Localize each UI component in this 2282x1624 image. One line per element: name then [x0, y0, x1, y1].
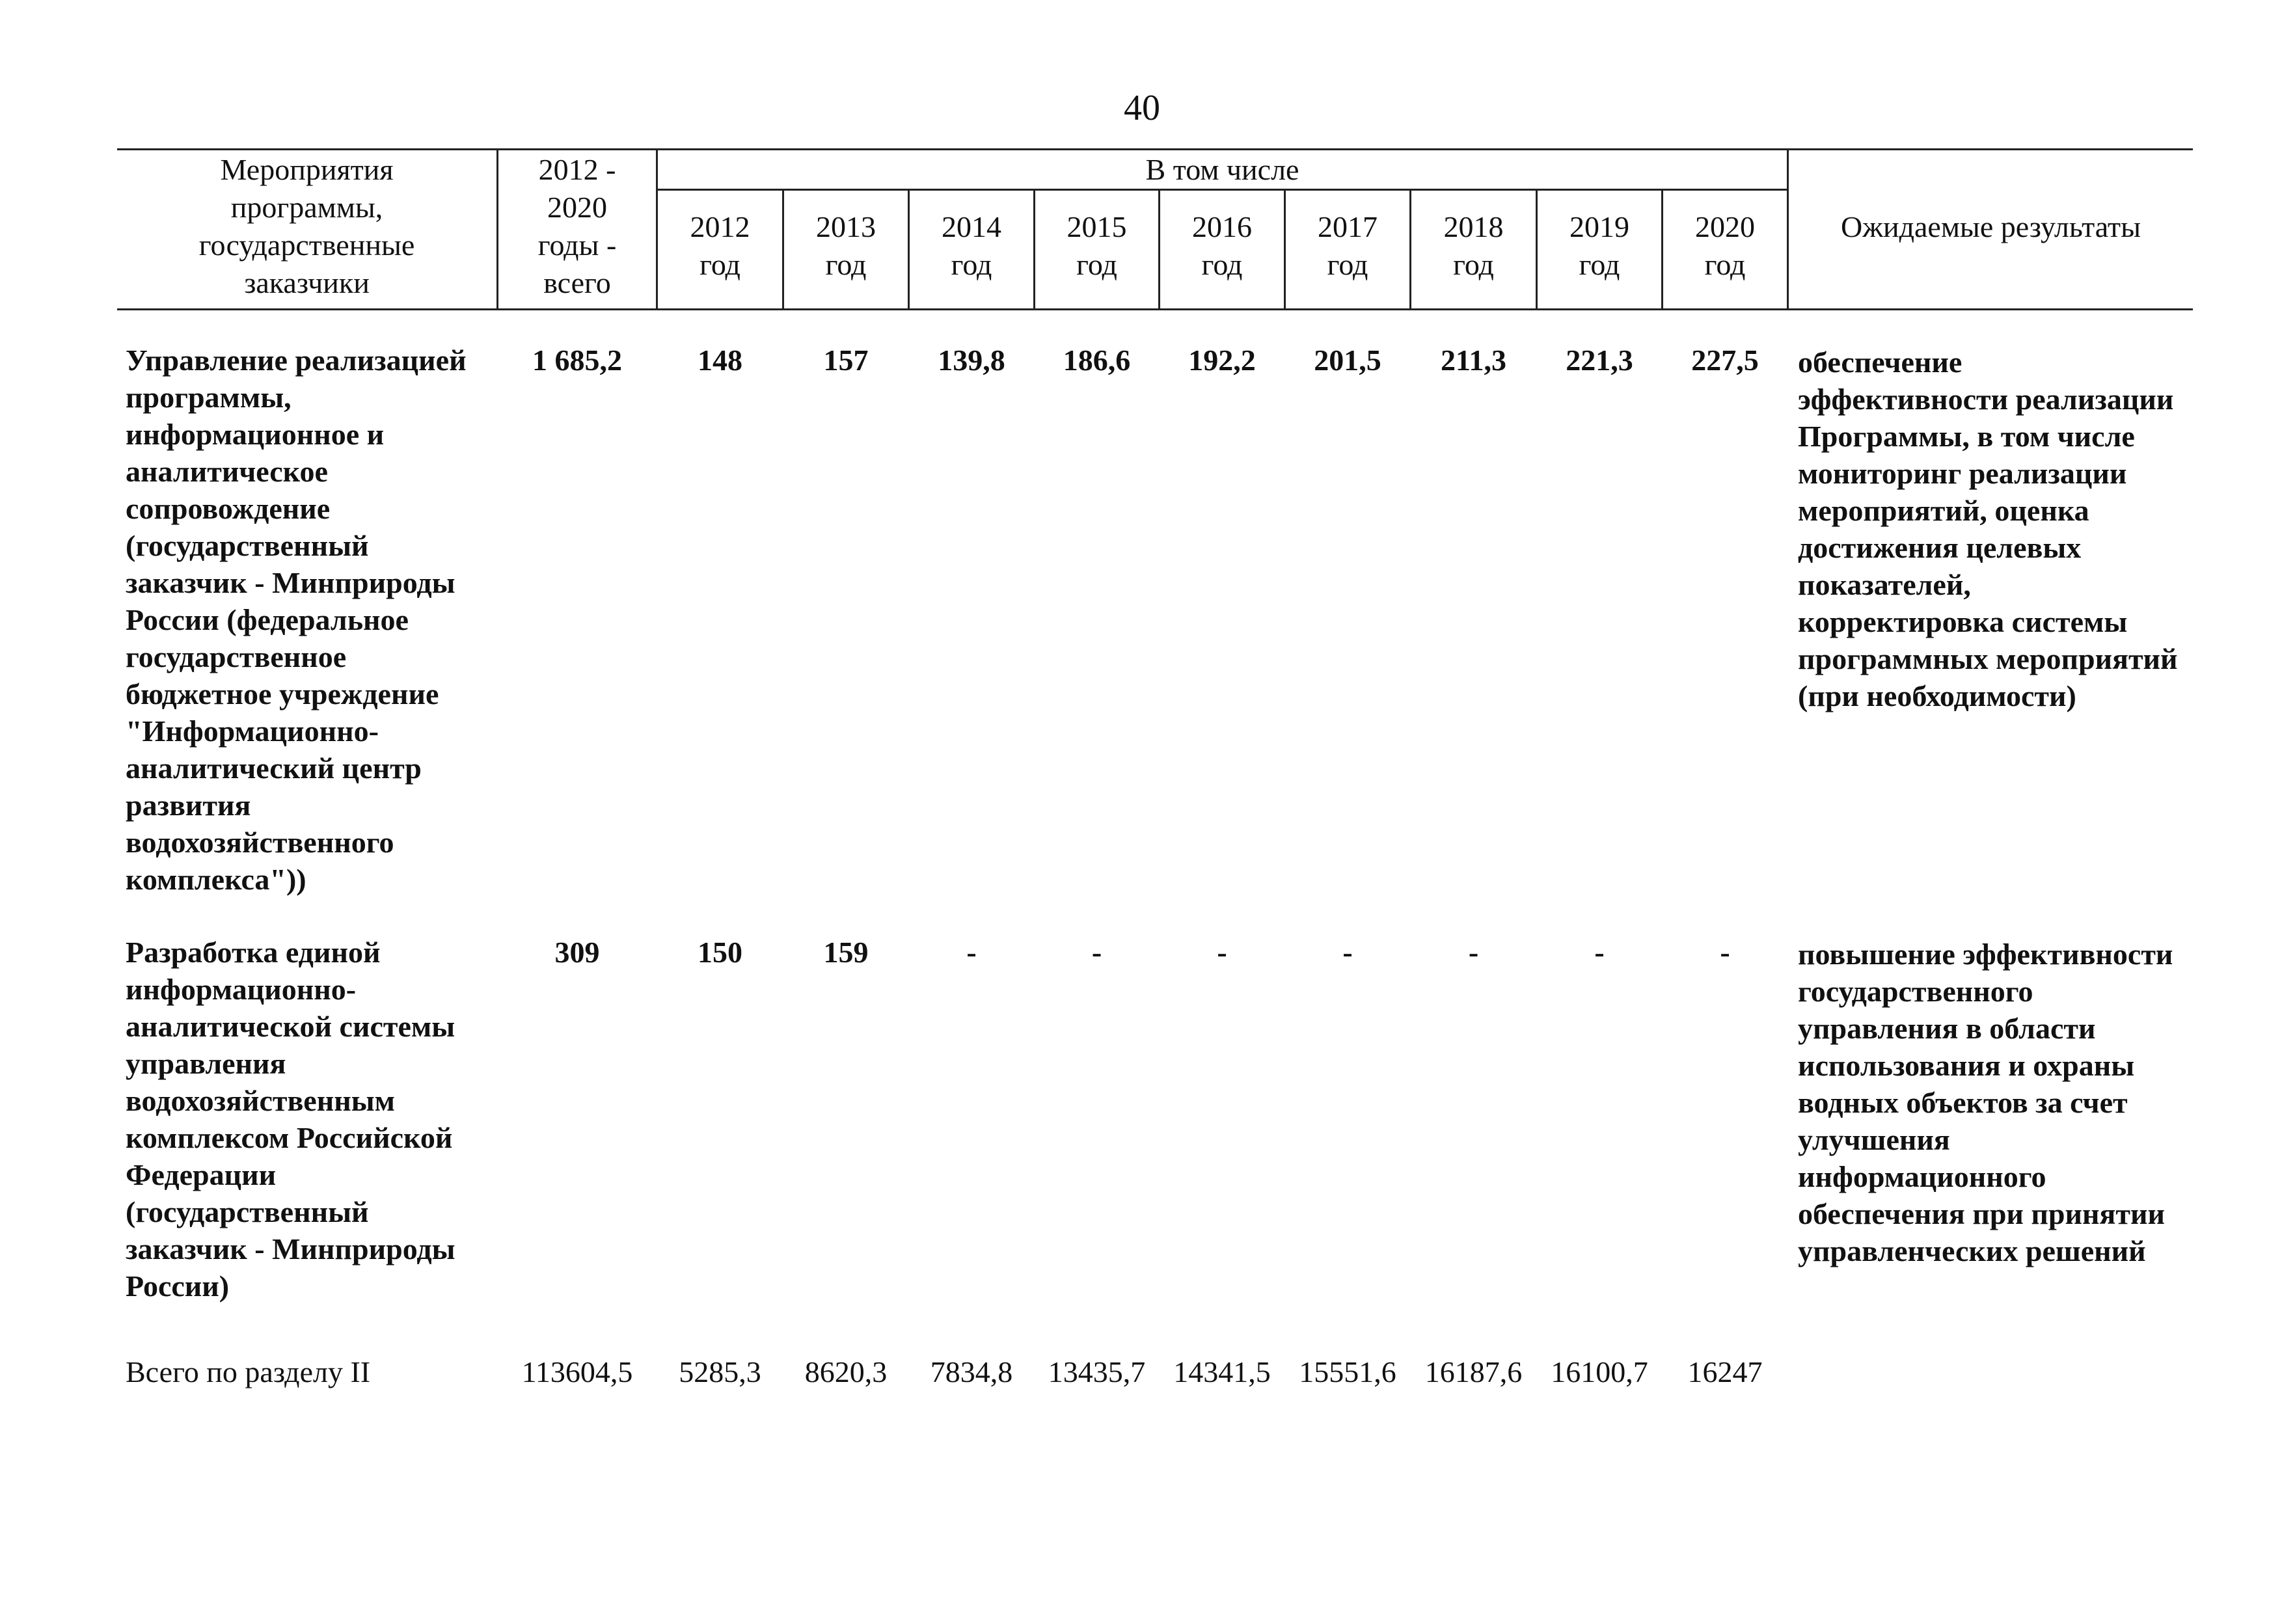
header-year-2016: 2016 год: [1192, 210, 1252, 281]
header-year-2015: 2015 год: [1066, 210, 1127, 281]
row1-measure: Управление реализацией программы, информационное и аналитическое сопровождение (государственный заказчик - Минприроды России (федеральное государственное бюджетное учреждение "Информационно- аналитический центр развития водохозяйственного комплекса")): [126, 344, 467, 896]
row1-result: обеспечение эффективности реализации Программы, в том числе мониторинг реализации мероприятий, оценка достижения целевых показателей, корректировка системы программных мероприятий (при необходимости): [1798, 345, 2178, 712]
table-top-rule: [117, 148, 2193, 150]
header-measures: Мероприятия программы, государственные заказчики: [198, 153, 415, 299]
summary-value-2012: 5285,3: [679, 1355, 761, 1388]
row1-value-2020: 227,5: [1691, 344, 1759, 377]
row1-value-2013: 157: [823, 344, 869, 377]
summary-value-2020: 16247: [1687, 1355, 1763, 1388]
row1-value-2015: 186,6: [1063, 344, 1131, 377]
summary-label: Всего по разделу II: [126, 1355, 371, 1388]
row1-value-2014: 139,8: [938, 344, 1005, 377]
row2-value-2013: 159: [823, 936, 869, 969]
summary-value-2014: 7834,8: [930, 1355, 1013, 1388]
header-results: Ожидаемые результаты: [1840, 210, 2141, 243]
row2-value-2019: -: [1594, 936, 1605, 969]
row2-value-2012: 150: [698, 936, 742, 969]
row2-result: повышение эффективности государственного управления в области использования и охраны водных объектов за счет улучшения информационного обеспечения при принятии управленческих решений: [1798, 938, 2173, 1267]
summary-value-2016: 14341,5: [1173, 1355, 1271, 1388]
row2-value-2020: -: [1720, 936, 1730, 969]
row2-measure: Разработка единой информационно- аналитической системы управления водохозяйственным комплексом Российской Федерации (государственный заказчик - Минприроды России): [126, 936, 455, 1303]
row2-value-2014: -: [966, 936, 977, 969]
summary-value-2013: 8620,3: [804, 1355, 888, 1388]
row1-value-2016: 192,2: [1188, 344, 1256, 377]
header-group-label: В том числе: [1145, 153, 1299, 186]
header-year-2014: 2014 год: [942, 210, 1001, 281]
table-header-bottom-rule: [117, 308, 2193, 310]
summary-value-2015: 13435,7: [1048, 1355, 1146, 1388]
row2-value-2018: -: [1468, 936, 1479, 969]
header-year-2012: 2012 год: [690, 210, 750, 281]
header-year-2013: 2013 год: [816, 210, 876, 281]
group-rule: [656, 189, 1788, 191]
header-total: 2012 - 2020 годы - всего: [537, 153, 617, 299]
page-number: 40: [1124, 88, 1160, 128]
summary-value-2017: 15551,6: [1299, 1355, 1396, 1388]
header-year-2019: 2019 год: [1569, 210, 1629, 281]
row1-value-2012: 148: [698, 344, 742, 377]
row2-value-2016: -: [1217, 936, 1227, 969]
header-year-2020: 2020 год: [1695, 210, 1755, 281]
row1-value-2017: 201,5: [1314, 344, 1381, 377]
row1-value-2018: 211,3: [1441, 344, 1506, 377]
summary-value-2018: 16187,6: [1424, 1355, 1523, 1388]
summary-total: 113604,5: [521, 1355, 633, 1388]
row1-value-2019: 221,3: [1566, 344, 1633, 377]
summary-value-2019: 16100,7: [1551, 1355, 1648, 1388]
row2-value-2017: -: [1342, 936, 1353, 969]
header-year-2017: 2017 год: [1318, 210, 1378, 281]
row1-total: 1 685,2: [532, 344, 622, 377]
header-year-2018: 2018 год: [1443, 210, 1504, 281]
row2-value-2015: -: [1091, 936, 1102, 969]
row2-total: 309: [554, 936, 600, 969]
